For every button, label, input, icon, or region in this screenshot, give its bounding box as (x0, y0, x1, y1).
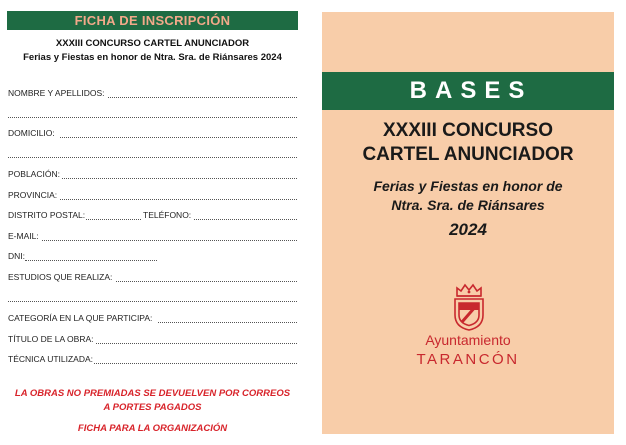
field-titulo[interactable] (8, 334, 298, 346)
field-line (96, 343, 297, 344)
field-line (62, 178, 297, 179)
contest-title-line1: XXXIII CONCURSO (383, 120, 553, 141)
field-label-domicilio: DOMICILIO: (8, 128, 55, 138)
bases-band: BASES (322, 72, 614, 110)
field-line (60, 137, 297, 138)
field-label-telefono: TELÉFONO: (143, 210, 192, 220)
cover-panel (322, 12, 614, 434)
return-notice-line2: A PORTES PAGADOS (103, 402, 202, 413)
field-label-titulo: TÍTULO DE LA OBRA: (8, 334, 94, 344)
contest-title-line2: CARTEL ANUNCIADOR (362, 144, 574, 165)
field-line (158, 322, 297, 323)
ayuntamiento-label: Ayuntamiento (425, 332, 511, 348)
field-label-estudios: ESTUDIOS QUE REALIZA: (8, 272, 113, 282)
field-line (108, 97, 297, 98)
form-banner: FICHA DE INSCRIPCIÓN (7, 11, 298, 30)
registration-form-panel (0, 0, 306, 445)
field-tecnica[interactable] (8, 354, 298, 366)
field-estudios[interactable] (8, 272, 298, 284)
contest-year: 2024 (449, 220, 487, 239)
tarancon-coat-of-arms-icon (450, 282, 488, 332)
field-email[interactable] (8, 231, 298, 243)
field-provincia[interactable] (8, 190, 298, 202)
field-label-nombre: NOMBRE Y APELLIDOS: (8, 88, 105, 98)
field-line-extra (8, 157, 297, 158)
field-label-dni: DNI: (8, 251, 25, 261)
field-label-email: E-MAIL: (8, 231, 39, 241)
form-subtitle-contest: XXXIII CONCURSO CARTEL ANUNCIADOR (55, 38, 250, 49)
field-distrito-telefono[interactable] (8, 210, 298, 222)
organization-footer: FICHA PARA LA ORGANIZACIÓN (77, 423, 228, 434)
field-line (94, 363, 297, 364)
field-label-tecnica: TÉCNICA UTILIZADA: (8, 354, 94, 364)
field-domicilio[interactable] (8, 128, 298, 140)
tarancon-label: TARANCÓN (416, 351, 520, 368)
field-line (25, 260, 157, 261)
return-notice-line1: LA OBRAS NO PREMIADAS SE DEVUELVEN POR CORREOS (14, 388, 291, 399)
field-nombre[interactable] (8, 88, 298, 100)
field-line (86, 219, 141, 220)
field-line-extra (8, 301, 297, 302)
field-line (116, 281, 297, 282)
field-dni[interactable] (8, 251, 298, 263)
field-label-distrito: DISTRITO POSTAL: (8, 210, 86, 220)
field-label-provincia: PROVINCIA: (8, 190, 58, 200)
field-line-extra (8, 117, 297, 118)
field-line (42, 240, 297, 241)
field-line (60, 199, 297, 200)
field-label-categoria: CATEGORÍA EN LA QUE PARTICIPA: (8, 313, 153, 323)
field-poblacion[interactable] (8, 169, 298, 181)
field-line (194, 219, 297, 220)
form-subtitle-festival: Ferias y Fiestas en honor de Ntra. Sra. de Riánsares 2024 (23, 52, 282, 63)
festival-subtitle-line1: Ferias y Fiestas en honor de (373, 178, 563, 194)
field-label-poblacion: POBLACIÓN: (8, 169, 60, 179)
field-categoria[interactable] (8, 313, 298, 325)
festival-subtitle-line2: Ntra. Sra. de Riánsares (391, 197, 545, 213)
